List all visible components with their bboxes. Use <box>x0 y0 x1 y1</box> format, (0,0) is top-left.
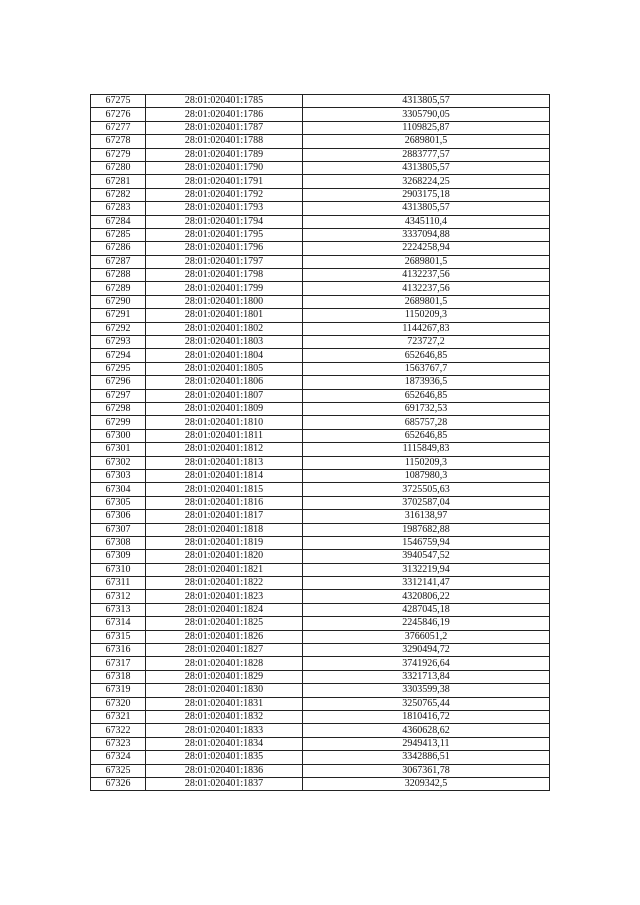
cadastral-value-cell: 1109825,87 <box>303 121 550 134</box>
row-number-cell: 67304 <box>91 483 146 496</box>
row-number-cell: 67301 <box>91 443 146 456</box>
cadastral-value-cell: 723727,2 <box>303 336 550 349</box>
cadastral-number-cell: 28:01:020401:1817 <box>146 510 303 523</box>
table-row <box>91 95 550 108</box>
cadastral-value-cell: 652646,85 <box>303 349 550 362</box>
table-row <box>91 510 550 523</box>
cadastral-value-cell: 652646,85 <box>303 389 550 402</box>
cadastral-number-cell: 28:01:020401:1810 <box>146 416 303 429</box>
row-number-cell: 67312 <box>91 590 146 603</box>
cadastral-number-cell: 28:01:020401:1830 <box>146 684 303 697</box>
cadastral-number-cell: 28:01:020401:1785 <box>146 95 303 108</box>
row-number-cell: 67279 <box>91 148 146 161</box>
table-row <box>91 255 550 268</box>
table-body <box>91 95 550 791</box>
row-number-cell: 67310 <box>91 563 146 576</box>
row-number-cell: 67302 <box>91 456 146 469</box>
row-number-cell: 67294 <box>91 349 146 362</box>
row-number-cell: 67297 <box>91 389 146 402</box>
cadastral-number-cell: 28:01:020401:1833 <box>146 724 303 737</box>
cadastral-value-cell: 3268224,25 <box>303 175 550 188</box>
table-row <box>91 121 550 134</box>
table-row <box>91 603 550 616</box>
cadastral-number-cell: 28:01:020401:1795 <box>146 228 303 241</box>
cadastral-value-cell: 3766051,2 <box>303 630 550 643</box>
table-row <box>91 737 550 750</box>
cadastral-number-cell: 28:01:020401:1837 <box>146 777 303 790</box>
table-row <box>91 710 550 723</box>
cadastral-value-cell: 2245846,19 <box>303 617 550 630</box>
table-row <box>91 322 550 335</box>
cadastral-value-cell: 4132237,56 <box>303 269 550 282</box>
table-row <box>91 108 550 121</box>
row-number-cell: 67319 <box>91 684 146 697</box>
row-number-cell: 67287 <box>91 255 146 268</box>
cadastral-number-cell: 28:01:020401:1821 <box>146 563 303 576</box>
cadastral-number-cell: 28:01:020401:1805 <box>146 362 303 375</box>
cadastral-value-cell: 3305790,05 <box>303 108 550 121</box>
cadastral-number-cell: 28:01:020401:1803 <box>146 336 303 349</box>
cadastral-number-cell: 28:01:020401:1819 <box>146 536 303 549</box>
table-row <box>91 161 550 174</box>
cadastral-number-cell: 28:01:020401:1836 <box>146 764 303 777</box>
table-row <box>91 202 550 215</box>
table-row <box>91 684 550 697</box>
row-number-cell: 67318 <box>91 670 146 683</box>
row-number-cell: 67298 <box>91 402 146 415</box>
cadastral-value-cell: 4287045,18 <box>303 603 550 616</box>
cadastral-value-cell: 4313805,57 <box>303 161 550 174</box>
cadastral-value-cell: 3940547,52 <box>303 550 550 563</box>
cadastral-value-cell: 1873936,5 <box>303 376 550 389</box>
row-number-cell: 67309 <box>91 550 146 563</box>
table-row <box>91 764 550 777</box>
table-row <box>91 523 550 536</box>
table-row <box>91 362 550 375</box>
row-number-cell: 67284 <box>91 215 146 228</box>
cadastral-value-cell: 4320806,22 <box>303 590 550 603</box>
cadastral-value-cell: 316138,97 <box>303 510 550 523</box>
cadastral-value-cell: 3342886,51 <box>303 751 550 764</box>
cadastral-number-cell: 28:01:020401:1806 <box>146 376 303 389</box>
cadastral-number-cell: 28:01:020401:1822 <box>146 577 303 590</box>
cadastral-number-cell: 28:01:020401:1814 <box>146 469 303 482</box>
cadastral-number-cell: 28:01:020401:1828 <box>146 657 303 670</box>
table-row <box>91 670 550 683</box>
row-number-cell: 67289 <box>91 282 146 295</box>
row-number-cell: 67323 <box>91 737 146 750</box>
cadastral-value-cell: 4313805,57 <box>303 202 550 215</box>
row-number-cell: 67277 <box>91 121 146 134</box>
cadastral-number-cell: 28:01:020401:1809 <box>146 402 303 415</box>
row-number-cell: 67326 <box>91 777 146 790</box>
cadastral-number-cell: 28:01:020401:1831 <box>146 697 303 710</box>
row-number-cell: 67299 <box>91 416 146 429</box>
table-row <box>91 751 550 764</box>
cadastral-number-cell: 28:01:020401:1829 <box>146 670 303 683</box>
cadastral-value-cell: 2883777,57 <box>303 148 550 161</box>
cadastral-number-cell: 28:01:020401:1832 <box>146 710 303 723</box>
row-number-cell: 67290 <box>91 295 146 308</box>
table-row <box>91 402 550 415</box>
cadastral-number-cell: 28:01:020401:1826 <box>146 630 303 643</box>
cadastral-number-cell: 28:01:020401:1796 <box>146 242 303 255</box>
table-row <box>91 135 550 148</box>
table-row <box>91 336 550 349</box>
row-number-cell: 67283 <box>91 202 146 215</box>
cadastral-number-cell: 28:01:020401:1816 <box>146 496 303 509</box>
row-number-cell: 67324 <box>91 751 146 764</box>
table-row <box>91 577 550 590</box>
row-number-cell: 67296 <box>91 376 146 389</box>
cadastral-number-cell: 28:01:020401:1807 <box>146 389 303 402</box>
cadastral-number-cell: 28:01:020401:1788 <box>146 135 303 148</box>
cadastral-value-cell: 1563767,7 <box>303 362 550 375</box>
row-number-cell: 67307 <box>91 523 146 536</box>
cadastral-number-cell: 28:01:020401:1815 <box>146 483 303 496</box>
row-number-cell: 67325 <box>91 764 146 777</box>
table-row <box>91 483 550 496</box>
cadastral-value-cell: 2689801,5 <box>303 295 550 308</box>
row-number-cell: 67322 <box>91 724 146 737</box>
table-row <box>91 617 550 630</box>
cadastral-number-cell: 28:01:020401:1825 <box>146 617 303 630</box>
cadastral-value-cell: 3725505,63 <box>303 483 550 496</box>
table-row <box>91 456 550 469</box>
cadastral-number-cell: 28:01:020401:1797 <box>146 255 303 268</box>
cadastral-number-cell: 28:01:020401:1811 <box>146 429 303 442</box>
row-number-cell: 67285 <box>91 228 146 241</box>
cadastral-value-cell: 1810416,72 <box>303 710 550 723</box>
table-row <box>91 389 550 402</box>
row-number-cell: 67320 <box>91 697 146 710</box>
cadastral-number-cell: 28:01:020401:1800 <box>146 295 303 308</box>
cadastral-value-cell: 2224258,94 <box>303 242 550 255</box>
cadastral-value-cell: 4360628,62 <box>303 724 550 737</box>
cadastral-value-cell: 4132237,56 <box>303 282 550 295</box>
table-row <box>91 349 550 362</box>
table-row <box>91 657 550 670</box>
table-row <box>91 630 550 643</box>
row-number-cell: 67282 <box>91 188 146 201</box>
cadastral-number-cell: 28:01:020401:1789 <box>146 148 303 161</box>
cadastral-number-cell: 28:01:020401:1790 <box>146 161 303 174</box>
cadastral-value-cell: 652646,85 <box>303 429 550 442</box>
cadastral-value-cell: 4313805,57 <box>303 95 550 108</box>
row-number-cell: 67317 <box>91 657 146 670</box>
cadastral-value-cell: 1150209,3 <box>303 456 550 469</box>
cadastral-number-cell: 28:01:020401:1798 <box>146 269 303 282</box>
row-number-cell: 67305 <box>91 496 146 509</box>
table-row <box>91 724 550 737</box>
table-row <box>91 429 550 442</box>
cadastral-number-cell: 28:01:020401:1799 <box>146 282 303 295</box>
cadastral-value-cell: 3290494,72 <box>303 644 550 657</box>
cadastral-number-cell: 28:01:020401:1812 <box>146 443 303 456</box>
table-row <box>91 269 550 282</box>
cadastral-value-cell: 2949413,11 <box>303 737 550 750</box>
table-row <box>91 376 550 389</box>
row-number-cell: 67314 <box>91 617 146 630</box>
cadastral-value-cell: 1546759,94 <box>303 536 550 549</box>
cadastral-value-cell: 3067361,78 <box>303 764 550 777</box>
cadastral-value-table <box>90 94 550 791</box>
cadastral-number-cell: 28:01:020401:1820 <box>146 550 303 563</box>
row-number-cell: 67316 <box>91 644 146 657</box>
cadastral-number-cell: 28:01:020401:1786 <box>146 108 303 121</box>
cadastral-value-cell: 2689801,5 <box>303 135 550 148</box>
table-row <box>91 536 550 549</box>
row-number-cell: 67303 <box>91 469 146 482</box>
table-row <box>91 148 550 161</box>
cadastral-number-cell: 28:01:020401:1801 <box>146 309 303 322</box>
table-row <box>91 469 550 482</box>
cadastral-value-cell: 2689801,5 <box>303 255 550 268</box>
table-row <box>91 496 550 509</box>
cadastral-value-cell: 3209342,5 <box>303 777 550 790</box>
row-number-cell: 67286 <box>91 242 146 255</box>
cadastral-value-cell: 3303599,38 <box>303 684 550 697</box>
cadastral-value-cell: 3312141,47 <box>303 577 550 590</box>
cadastral-value-cell: 2903175,18 <box>303 188 550 201</box>
cadastral-number-cell: 28:01:020401:1804 <box>146 349 303 362</box>
table-row <box>91 282 550 295</box>
row-number-cell: 67315 <box>91 630 146 643</box>
cadastral-value-cell: 3132219,94 <box>303 563 550 576</box>
row-number-cell: 67311 <box>91 577 146 590</box>
row-number-cell: 67293 <box>91 336 146 349</box>
cadastral-value-cell: 3321713,84 <box>303 670 550 683</box>
row-number-cell: 67308 <box>91 536 146 549</box>
cadastral-number-cell: 28:01:020401:1813 <box>146 456 303 469</box>
cadastral-value-cell: 1087980,3 <box>303 469 550 482</box>
table-row <box>91 228 550 241</box>
cadastral-number-cell: 28:01:020401:1823 <box>146 590 303 603</box>
cadastral-number-cell: 28:01:020401:1793 <box>146 202 303 215</box>
row-number-cell: 67281 <box>91 175 146 188</box>
cadastral-value-cell: 685757,28 <box>303 416 550 429</box>
cadastral-number-cell: 28:01:020401:1835 <box>146 751 303 764</box>
row-number-cell: 67313 <box>91 603 146 616</box>
cadastral-number-cell: 28:01:020401:1787 <box>146 121 303 134</box>
cadastral-value-cell: 3741926,64 <box>303 657 550 670</box>
table-row <box>91 215 550 228</box>
cadastral-number-cell: 28:01:020401:1792 <box>146 188 303 201</box>
table-row <box>91 590 550 603</box>
table-row <box>91 309 550 322</box>
cadastral-number-cell: 28:01:020401:1827 <box>146 644 303 657</box>
row-number-cell: 67291 <box>91 309 146 322</box>
row-number-cell: 67275 <box>91 95 146 108</box>
cadastral-value-cell: 1987682,88 <box>303 523 550 536</box>
row-number-cell: 67276 <box>91 108 146 121</box>
row-number-cell: 67288 <box>91 269 146 282</box>
cadastral-number-cell: 28:01:020401:1802 <box>146 322 303 335</box>
cadastral-number-cell: 28:01:020401:1791 <box>146 175 303 188</box>
cadastral-value-cell: 691732,53 <box>303 402 550 415</box>
table-row <box>91 563 550 576</box>
row-number-cell: 67300 <box>91 429 146 442</box>
row-number-cell: 67321 <box>91 710 146 723</box>
table-row <box>91 242 550 255</box>
cadastral-number-cell: 28:01:020401:1824 <box>146 603 303 616</box>
cadastral-value-cell: 3250765,44 <box>303 697 550 710</box>
cadastral-value-cell: 1144267,83 <box>303 322 550 335</box>
row-number-cell: 67295 <box>91 362 146 375</box>
table-row <box>91 175 550 188</box>
table-row <box>91 443 550 456</box>
cadastral-number-cell: 28:01:020401:1794 <box>146 215 303 228</box>
table-row <box>91 295 550 308</box>
table-row <box>91 644 550 657</box>
row-number-cell: 67278 <box>91 135 146 148</box>
cadastral-value-cell: 3337094,88 <box>303 228 550 241</box>
cadastral-value-cell: 4345110,4 <box>303 215 550 228</box>
cadastral-value-cell: 3702587,04 <box>303 496 550 509</box>
table-row <box>91 550 550 563</box>
table-row <box>91 188 550 201</box>
row-number-cell: 67306 <box>91 510 146 523</box>
table-row <box>91 416 550 429</box>
table-row <box>91 697 550 710</box>
cadastral-value-cell: 1115849,83 <box>303 443 550 456</box>
row-number-cell: 67280 <box>91 161 146 174</box>
row-number-cell: 67292 <box>91 322 146 335</box>
cadastral-number-cell: 28:01:020401:1818 <box>146 523 303 536</box>
table-row <box>91 777 550 790</box>
cadastral-value-cell: 1150209,3 <box>303 309 550 322</box>
cadastral-number-cell: 28:01:020401:1834 <box>146 737 303 750</box>
